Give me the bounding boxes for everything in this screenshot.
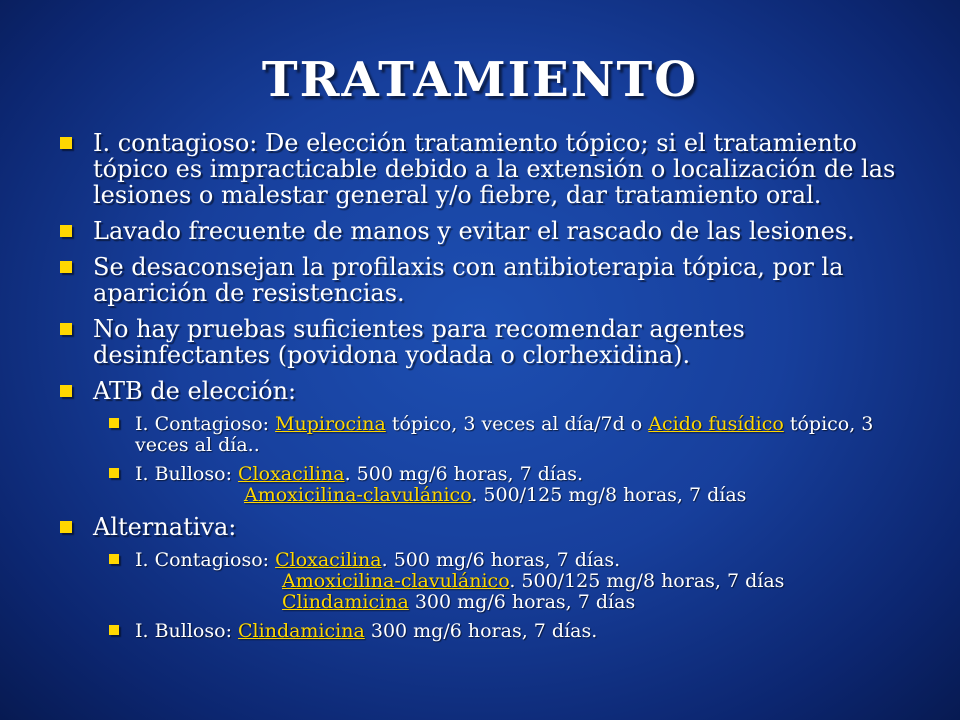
square-bullet-icon	[60, 385, 72, 397]
atb-bulloso-item	[109, 464, 916, 506]
square-bullet-icon	[60, 137, 72, 149]
square-bullet-icon	[109, 554, 119, 564]
bullet-item-alternativa	[56, 514, 916, 540]
sub-text: 300 mg/6 horas, 7 días	[408, 591, 636, 613]
sub-line	[135, 550, 916, 571]
item-text: Lavado frecuente de manos y evitar el rascado de las lesiones.	[93, 217, 855, 245]
sub-text: . 500/125 mg/8 horas, 7 días	[471, 484, 747, 506]
bullet-item-lavado	[56, 218, 916, 244]
bullet-item-desinfectantes	[56, 316, 916, 368]
amoxicilina-clavulanico-link[interactable]: Amoxicilina-clavulánico	[282, 570, 510, 592]
sub-text: tópico, 3 veces al día/7d o	[385, 413, 649, 435]
item-text: No hay pruebas suficientes para recomendar agentes desinfectantes (povidona yodada o clorhexidina).	[93, 315, 745, 369]
square-bullet-icon	[60, 323, 72, 335]
sub-text: tópico, 3 veces al día..	[135, 413, 874, 456]
sub-line	[135, 571, 916, 592]
square-bullet-icon	[109, 468, 119, 478]
cloxacilina-link[interactable]: Cloxacilina	[275, 549, 382, 571]
amoxicilina-clavulanico-link[interactable]: Amoxicilina-clavulánico	[244, 484, 472, 506]
square-bullet-icon	[109, 625, 119, 635]
sub-prefix: I. Bulloso:	[135, 620, 239, 642]
square-bullet-icon	[60, 521, 72, 533]
sub-prefix: I. Contagioso:	[135, 413, 276, 435]
square-bullet-icon	[60, 261, 72, 273]
alt-bulloso-item	[109, 621, 916, 642]
item-text: Se desaconsejan la profilaxis con antibioterapia tópica, por la aparición de resistencias.	[93, 253, 844, 307]
slide-body	[56, 130, 916, 650]
sub-text: . 500 mg/6 horas, 7 días.	[381, 549, 621, 571]
acido-fusidico-link[interactable]: Acido fusídico	[648, 413, 784, 435]
alt-contagioso-item	[109, 550, 916, 613]
atb-contagioso-item	[109, 414, 916, 456]
sub-line	[135, 592, 916, 613]
item-text: I. contagioso: De elección tratamiento tópico; si el tratamiento tópico es impracticable debido a la extensión o localización de las lesiones o malestar general y/o fiebre, dar tratamiento oral.	[93, 129, 896, 209]
clindamicina-link[interactable]: Clindamicina	[238, 620, 365, 642]
mupirocina-link[interactable]: Mupirocina	[275, 413, 386, 435]
sub-line	[135, 485, 916, 506]
sub-prefix: I. Bulloso:	[135, 463, 239, 485]
bullet-item-atb	[56, 378, 916, 404]
sub-line	[135, 464, 916, 485]
square-bullet-icon	[109, 418, 119, 428]
sub-text: 300 mg/6 horas, 7 días.	[364, 620, 598, 642]
bullet-item-profilaxis	[56, 254, 916, 306]
square-bullet-icon	[60, 225, 72, 237]
slide-title: TRATAMIENTO	[261, 52, 699, 108]
cloxacilina-link[interactable]: Cloxacilina	[238, 463, 345, 485]
item-text: Alternativa:	[93, 513, 237, 541]
clindamicina-link[interactable]: Clindamicina	[282, 591, 409, 613]
bullet-item-contagioso	[56, 130, 916, 208]
sub-text: . 500/125 mg/8 horas, 7 días	[509, 570, 785, 592]
sub-text: . 500 mg/6 horas, 7 días.	[344, 463, 584, 485]
item-text: ATB de elección:	[93, 377, 297, 405]
sub-prefix: I. Contagioso:	[135, 549, 276, 571]
